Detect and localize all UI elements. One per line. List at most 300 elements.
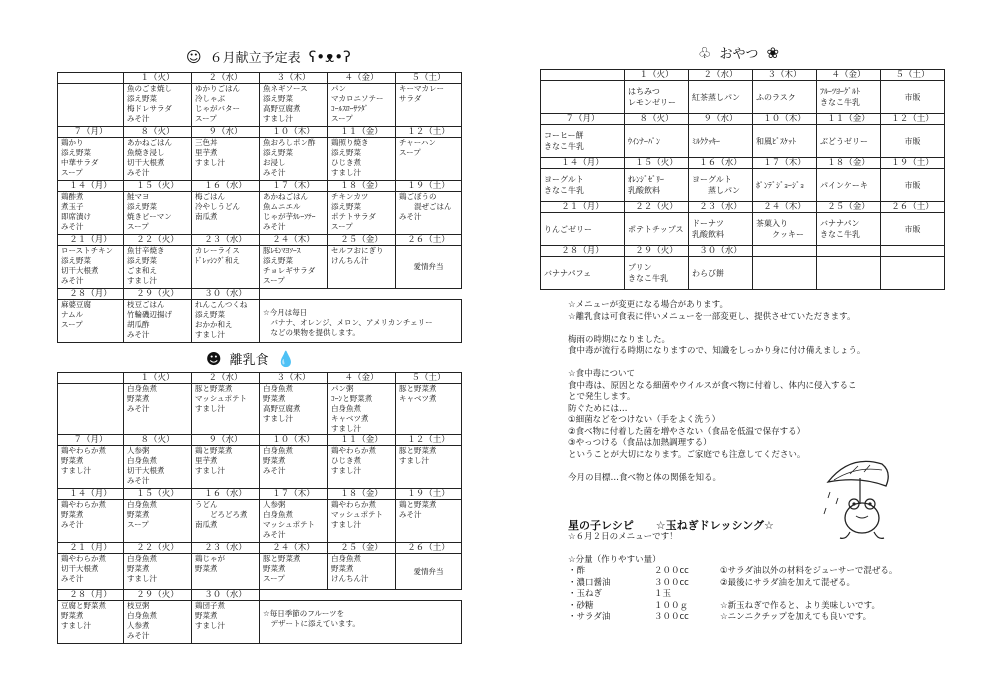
note-line: バナナ、オレンジ、メロン、アメリカンチェリー (263, 318, 433, 327)
menu-item: ﾌﾙｰﾂﾖｰｸﾞﾙﾄ (820, 87, 860, 96)
menu-item: お浸し (263, 158, 286, 167)
menu-cell (328, 500, 396, 543)
drop-icon: 💧 (276, 349, 296, 368)
ingredient-row (568, 566, 897, 578)
recipe-step: ②最後にサラダ油を加えて混ぜる。 (720, 577, 856, 588)
menu-item: みそ汁 (127, 476, 150, 485)
day-header: １（火） (124, 73, 192, 84)
ingredient-row (568, 578, 897, 590)
day-header: ２２（火） (124, 543, 192, 554)
week-header-row (58, 73, 462, 84)
menu-item: スープ (331, 222, 353, 231)
menu-item: 豚と野菜煮 (195, 384, 233, 393)
day-header: １（火） (625, 70, 689, 81)
menu-item: ごま和え (127, 266, 157, 275)
note-line: ☆毎日季節のフルーツを (263, 609, 345, 618)
menu-item: 野菜煮 (263, 394, 286, 403)
menu-cell (689, 81, 753, 114)
day-header: ２９（火） (124, 590, 192, 601)
menu-item: キャベツ煮 (331, 414, 369, 423)
day-header: １１（金） (817, 114, 881, 125)
day-header: １６（水） (192, 489, 260, 500)
recipe-step: ☆ニンニクチップを加えても良いです。 (720, 612, 872, 622)
menu-item: じゃがバター (195, 104, 240, 113)
menu-item: 豚と野菜煮 (263, 554, 301, 563)
menu-cell (396, 192, 462, 235)
day-header: １４（月） (541, 158, 625, 169)
week-header-row (58, 181, 462, 192)
recipe-amount-label: ☆分量（作りやすい量） (568, 554, 661, 565)
day-header: ３（木） (753, 70, 817, 81)
menu-item: 鶏団子煮 (195, 601, 225, 610)
menu-item: バナナパフェ (544, 268, 592, 278)
menu-item: 三色丼 (195, 138, 218, 147)
recipe-subtitle: ☆６月２日のメニューです！ (568, 531, 678, 542)
day-header: ３（木） (260, 73, 328, 84)
menu-item: すまし汁 (195, 330, 225, 339)
menu-item: 人参煮 (127, 621, 150, 630)
menu-item: ｺｰﾙｽﾛｰｻﾗﾀﾞ (331, 104, 369, 113)
day-header: ２３（水） (192, 543, 260, 554)
day-header (817, 246, 881, 257)
menu-item: みそ汁 (127, 631, 150, 640)
week-header-row (58, 543, 462, 554)
menu-item: 豚と野菜煮 (399, 384, 437, 393)
menu-cell (881, 81, 945, 114)
menu-cell (625, 257, 689, 290)
menu-item: スープ (195, 114, 217, 123)
menu-cell (753, 169, 817, 202)
menu-item: 添え野菜 (263, 148, 293, 157)
menu-item: 人参粥 (127, 446, 150, 455)
menu-row (541, 257, 945, 290)
day-header: １５（火） (625, 158, 689, 169)
day-header: １４（月） (58, 489, 124, 500)
menu-cell (817, 169, 881, 202)
menu-item: 乳酸飲料 (692, 230, 724, 239)
recipe-step: ☆新玉ねぎで作ると、より美味しいです。 (720, 600, 880, 611)
menu-item: 添え野菜 (127, 256, 157, 265)
menu-item: みそ汁 (61, 222, 84, 231)
menu-item: 鶏かり (61, 138, 84, 147)
menu-item: 即席漬け (61, 212, 91, 221)
menu-item: 白身魚煮 (331, 404, 361, 413)
menu-item: きなこ牛乳 (820, 98, 860, 107)
day-header: ３０（水） (192, 289, 260, 300)
day-header: ２３（水） (689, 202, 753, 213)
menu-item: 添え野菜 (331, 148, 361, 157)
menu-cell (192, 384, 260, 435)
menu-cell (192, 601, 260, 644)
menu-item: ﾎﾟﾝﾃﾞｼﾞｮｰｼﾞｮ (756, 180, 804, 190)
day-header: ９（水） (689, 114, 753, 125)
menu-item: 鶏照り焼き (331, 138, 369, 147)
menu-item: どろどろ煮 (195, 510, 248, 519)
day-header: １７（木） (260, 489, 328, 500)
menu-item: 魚ネギソース (263, 84, 308, 93)
menu-cell (124, 384, 192, 435)
menu-item: 冷しゃぶ (195, 94, 225, 103)
menu-item: ｵﾚﾝｼﾞｾﾞﾘｰ (628, 175, 664, 184)
menu-item: 添え野菜 (61, 148, 91, 157)
menu-item: チャーハン (399, 138, 436, 147)
menu-cell (192, 300, 260, 343)
allergy-note: ☆離乳食は可食表に伴いメニューを一部変更し、提供させていただきます。 (568, 311, 856, 322)
baby-icon: ☻ (206, 349, 222, 368)
menu-cell (192, 138, 260, 181)
menu-item: 南瓜煮 (195, 520, 218, 529)
menu-cell (753, 125, 817, 158)
menu-item: 茶菓入り (756, 219, 788, 228)
menu-item: 市販 (904, 136, 921, 146)
day-header: １６（水） (689, 158, 753, 169)
menu-item: 野菜煮 (195, 564, 218, 573)
day-header: ２８（月） (58, 590, 124, 601)
menu-item: みそ汁 (61, 520, 84, 529)
ingredient-qty: ２００cc (654, 566, 689, 576)
menu-row (58, 192, 462, 235)
menu-cell (328, 84, 396, 127)
menu-cell (625, 169, 689, 202)
menu-item: じゃが芋ｶﾚｰｿﾃｰ (263, 212, 316, 221)
smiley-icon: ☺ (186, 47, 202, 66)
menu-cell (260, 384, 328, 435)
day-header: ２９（火） (625, 246, 689, 257)
day-header: ５（土） (396, 73, 462, 84)
day-header: ２４（木） (260, 543, 328, 554)
menu-cell (396, 84, 462, 127)
day-header: １０（木） (260, 127, 328, 138)
menu-item: 中華サラダ (61, 158, 99, 167)
day-header: ２（水） (689, 70, 753, 81)
menu-item: みそ汁 (61, 574, 84, 583)
menu-item: 添え野菜 (331, 202, 361, 211)
menu-cell (328, 246, 396, 289)
menu-item: バナナパン (820, 219, 860, 228)
menu-item: 鶏と野菜煮 (195, 446, 233, 455)
menu-item: きなこ牛乳 (544, 142, 584, 151)
menu-item: 蒸しパン (692, 186, 740, 195)
menu-item: 添え野菜 (61, 256, 91, 265)
menu-item: スープ (399, 148, 421, 157)
menu-item: 鶏やわらか煮 (331, 446, 376, 455)
menu-item: ポテトチップス (628, 224, 684, 234)
menu-item: 冷やしうどん (195, 202, 240, 211)
menu-item: マッシュポテト (331, 510, 384, 519)
menu-cell (396, 384, 462, 435)
food-poisoning-line: ①細菌などをつけない（手をよく洗う） (568, 415, 721, 425)
day-header: ２８（月） (541, 246, 625, 257)
menu-cell (58, 138, 124, 181)
day-header: １７（木） (753, 158, 817, 169)
menu-item: ゆかりごはん (195, 84, 240, 93)
menu-item: 鶏酢煮 (61, 192, 84, 201)
menu-item: 南瓜煮 (195, 212, 218, 221)
menu-row (58, 554, 462, 590)
menu-item: すまし汁 (331, 466, 361, 475)
menu-item: みそ汁 (127, 404, 150, 413)
menu-item: 和風ﾋﾞｽｹｯﾄ (756, 136, 796, 146)
menu-item: すまし汁 (195, 621, 225, 630)
menu-item: パインケーキ (820, 180, 868, 190)
day-header (881, 246, 945, 257)
recipe-step: ①サラダ油以外の材料をジューサーで混ぜる。 (720, 566, 898, 576)
week-header-row (58, 435, 462, 446)
menu-item: キャベツ煮 (399, 394, 437, 403)
menu-item: 白身魚煮 (331, 554, 361, 563)
day-header: ３０（水） (192, 590, 260, 601)
menu-item: あかねごはん (263, 192, 308, 201)
menu-item: プリン (628, 263, 652, 272)
day-header: ２５（金） (817, 202, 881, 213)
menu-cell (124, 554, 192, 590)
menu-item: きなこ牛乳 (628, 274, 668, 283)
day-header: ２９（火） (124, 289, 192, 300)
menu-item: ぶどうゼリー (820, 136, 868, 146)
menu-item: 麻婆豆腐 (61, 300, 91, 309)
menu-item: コーヒー餅 (544, 131, 584, 140)
menu-item: ふのラスク (756, 92, 796, 102)
week-header-row (541, 158, 945, 169)
menu-item: スープ (331, 114, 353, 123)
day-header (541, 70, 625, 81)
menu-item: ｳｲﾝﾅｰﾊﾟﾝ (628, 136, 660, 146)
menu-cell (124, 138, 192, 181)
menu-cell (192, 446, 260, 489)
menu-item: 竹輪磯辺揚げ (127, 310, 172, 319)
ingredient-qty: ３００cc (654, 577, 689, 588)
week-header-row (58, 127, 462, 138)
menu-cell (689, 257, 753, 290)
menu-row (58, 446, 462, 489)
menu-item: ｺｰﾝと野菜煮 (331, 394, 373, 403)
menu-item: すまし汁 (195, 466, 225, 475)
menu-item: 混ぜごはん (399, 202, 452, 211)
day-header: １７（木） (260, 181, 328, 192)
menu-item: ローストチキン (61, 246, 114, 255)
day-header: １０（木） (260, 435, 328, 446)
day-header: ８（火） (124, 127, 192, 138)
day-header: １２（土） (396, 435, 462, 446)
menu-item: ﾐﾙｸｸｯｷｰ (692, 136, 720, 146)
menu-item: スープ (127, 222, 149, 231)
ingredient-name: ・サラダ油 (568, 612, 611, 622)
rinyu-title (206, 349, 295, 368)
menu-item: パン (331, 84, 346, 93)
menu-item: 白身魚煮 (127, 554, 157, 563)
menu-item: れんこんつくね (195, 300, 248, 309)
menu-cell (260, 554, 328, 590)
menu-cell (58, 446, 124, 489)
menu-cell (260, 84, 328, 127)
menu-row (58, 84, 462, 127)
menu-cell (58, 601, 124, 644)
menu-item: みそ汁 (263, 466, 286, 475)
day-header: ２１（月） (541, 202, 625, 213)
menu-item: 野菜煮 (263, 456, 286, 465)
menu-item: 添え野菜 (127, 202, 157, 211)
day-header (58, 73, 124, 84)
menu-item: 市販 (904, 224, 921, 234)
menu-item: 白身魚煮 (127, 384, 157, 393)
day-header: １２（土） (396, 127, 462, 138)
menu-item: ポテトサラダ (331, 212, 376, 221)
bear-icon: ʕ•ᴥ•ʔ (308, 47, 351, 66)
menu-cell (881, 169, 945, 202)
menu-cell (625, 81, 689, 114)
menu-item: 白身魚煮 (263, 446, 293, 455)
menu-item: 愛情弁当 (413, 566, 444, 576)
day-header: ２４（木） (260, 235, 328, 246)
menu-item: 煮玉子 (61, 202, 84, 211)
food-poisoning-line: ③やっつける（食品は加熱調理する） (568, 438, 712, 448)
menu-item: おかか和え (195, 320, 233, 329)
menu-item: 鶏やわらか煮 (61, 500, 106, 509)
menu-cell (689, 169, 753, 202)
menu-cell (328, 384, 396, 435)
menu-item: レモンゼリー (628, 98, 676, 107)
menu-cell (124, 84, 192, 127)
day-header: ２４（木） (753, 202, 817, 213)
menu-cell (328, 192, 396, 235)
menu-cell (396, 500, 462, 543)
day-header: ２（水） (192, 373, 260, 384)
menu-cell (58, 384, 124, 435)
menu-cell (192, 84, 260, 127)
menu-item: 鶏と野菜煮 (399, 500, 437, 509)
menu-item: 魚のごま焼し (127, 84, 172, 93)
menu-item: サラダ (399, 94, 422, 103)
day-header: １１（金） (328, 435, 396, 446)
fruit-note (260, 300, 462, 343)
day-header: ９（水） (192, 435, 260, 446)
menu-cell (689, 213, 753, 246)
menu-item: みそ汁 (263, 168, 286, 177)
menu-item: 鶏ごぼうの (399, 192, 437, 201)
note-line: デザートに添えています。 (263, 619, 360, 628)
menu-item: すまし汁 (195, 404, 225, 413)
menu-cell (58, 300, 124, 343)
menu-item: けんちん汁 (331, 574, 369, 583)
menu-item: カレーライス (195, 246, 240, 255)
menu-item: 野菜煮 (61, 510, 84, 519)
day-header: ２５（金） (328, 235, 396, 246)
menu-item: みそ汁 (127, 330, 150, 339)
menu-item: 添え野菜 (195, 310, 225, 319)
menu-cell (396, 138, 462, 181)
day-header: １（火） (124, 373, 192, 384)
menu-item: ドーナツ (692, 219, 724, 228)
ingredient-row (568, 612, 897, 624)
menu-item: りんごゼリー (544, 224, 592, 234)
menu-item: 魚ムニエル (263, 202, 301, 211)
menu-item: 鶏やわらか煮 (61, 446, 106, 455)
menu-item: ヨーグルト (544, 175, 584, 184)
menu-item: 白身魚煮 (127, 611, 157, 620)
rinyu-title-text: 離乳食 (229, 353, 269, 368)
menu-item: すまし汁 (399, 456, 429, 465)
menu-item: みそ汁 (127, 168, 150, 177)
menu-item: ヨーグルト (692, 175, 732, 184)
mushroom-icon: ♧ (698, 43, 712, 62)
menu-item: きなこ牛乳 (820, 230, 860, 239)
menu-item: 添え野菜 (263, 94, 293, 103)
menu-cell (192, 554, 260, 590)
menu-cell (124, 500, 192, 543)
menu-item: 添え野菜 (127, 94, 157, 103)
menu-item: スープ (61, 320, 83, 329)
oyatsu-title (698, 43, 779, 62)
week-header-row (541, 246, 945, 257)
week-header-row (541, 70, 945, 81)
monthly-goal: 今月の目標…食べ物と体の関係を知る。 (568, 472, 722, 483)
recipe-title: 星の子レシピ ☆玉ねぎドレッシング☆ (568, 519, 774, 532)
menu-cell (689, 125, 753, 158)
menu-item: キーマカレー (399, 84, 444, 93)
menu-item: マッシュポテト (195, 394, 248, 403)
menu-cell (753, 213, 817, 246)
menu-item: ひじき煮 (331, 456, 361, 465)
menu-cell (881, 213, 945, 246)
ingredient-name: ・濃口醤油 (568, 577, 611, 588)
menu-cell (753, 257, 817, 290)
menu-cell (328, 554, 396, 590)
week-header-row (58, 289, 462, 300)
menu-item: ﾄﾞﾚｯｼﾝｸﾞ和え (195, 256, 240, 265)
menu-item: 白身魚煮 (263, 384, 293, 393)
day-header: ２６（土） (396, 543, 462, 554)
day-header: １０（木） (753, 114, 817, 125)
day-header: １２（土） (881, 114, 945, 125)
note-line: などの果物を提供します。 (263, 328, 360, 337)
menu-cell (541, 257, 625, 290)
menu-item: みそ汁 (399, 510, 422, 519)
menu-item: 野菜煮 (195, 611, 218, 620)
ingredient-list (568, 566, 897, 624)
menu-item: 野菜煮 (127, 564, 150, 573)
week-header-row (58, 590, 462, 601)
day-header: ２１（月） (58, 235, 124, 246)
menu-cell (192, 192, 260, 235)
day-header: １９（土） (396, 181, 462, 192)
menu-item: マカロニソテー (331, 94, 384, 103)
menu-cell (625, 125, 689, 158)
week-header-row (58, 373, 462, 384)
rinyu-table (57, 372, 462, 644)
day-header: １５（火） (124, 181, 192, 192)
menu-cell (396, 446, 462, 489)
day-header: ２１（月） (58, 543, 124, 554)
menu-item: 枝豆ごはん (127, 300, 165, 309)
menu-cell (817, 257, 881, 290)
day-header: ７（月） (58, 127, 124, 138)
menu-row (541, 81, 945, 114)
menu-item: 愛情弁当 (413, 262, 444, 271)
menu-item: すまし汁 (61, 466, 91, 475)
menu-row (541, 169, 945, 202)
day-header: ９（水） (192, 127, 260, 138)
day-header: ８（火） (124, 435, 192, 446)
frog-illustration (820, 452, 900, 542)
oyatsu-title-text: おやつ (719, 47, 759, 62)
day-header: １５（火） (124, 489, 192, 500)
candy-icon: ❀ (766, 43, 780, 62)
day-header: ２３（水） (192, 235, 260, 246)
week-header-row (541, 202, 945, 213)
menu-item: チョレギサラダ (263, 266, 316, 275)
ingredient-row (568, 589, 897, 601)
menu-row (58, 500, 462, 543)
